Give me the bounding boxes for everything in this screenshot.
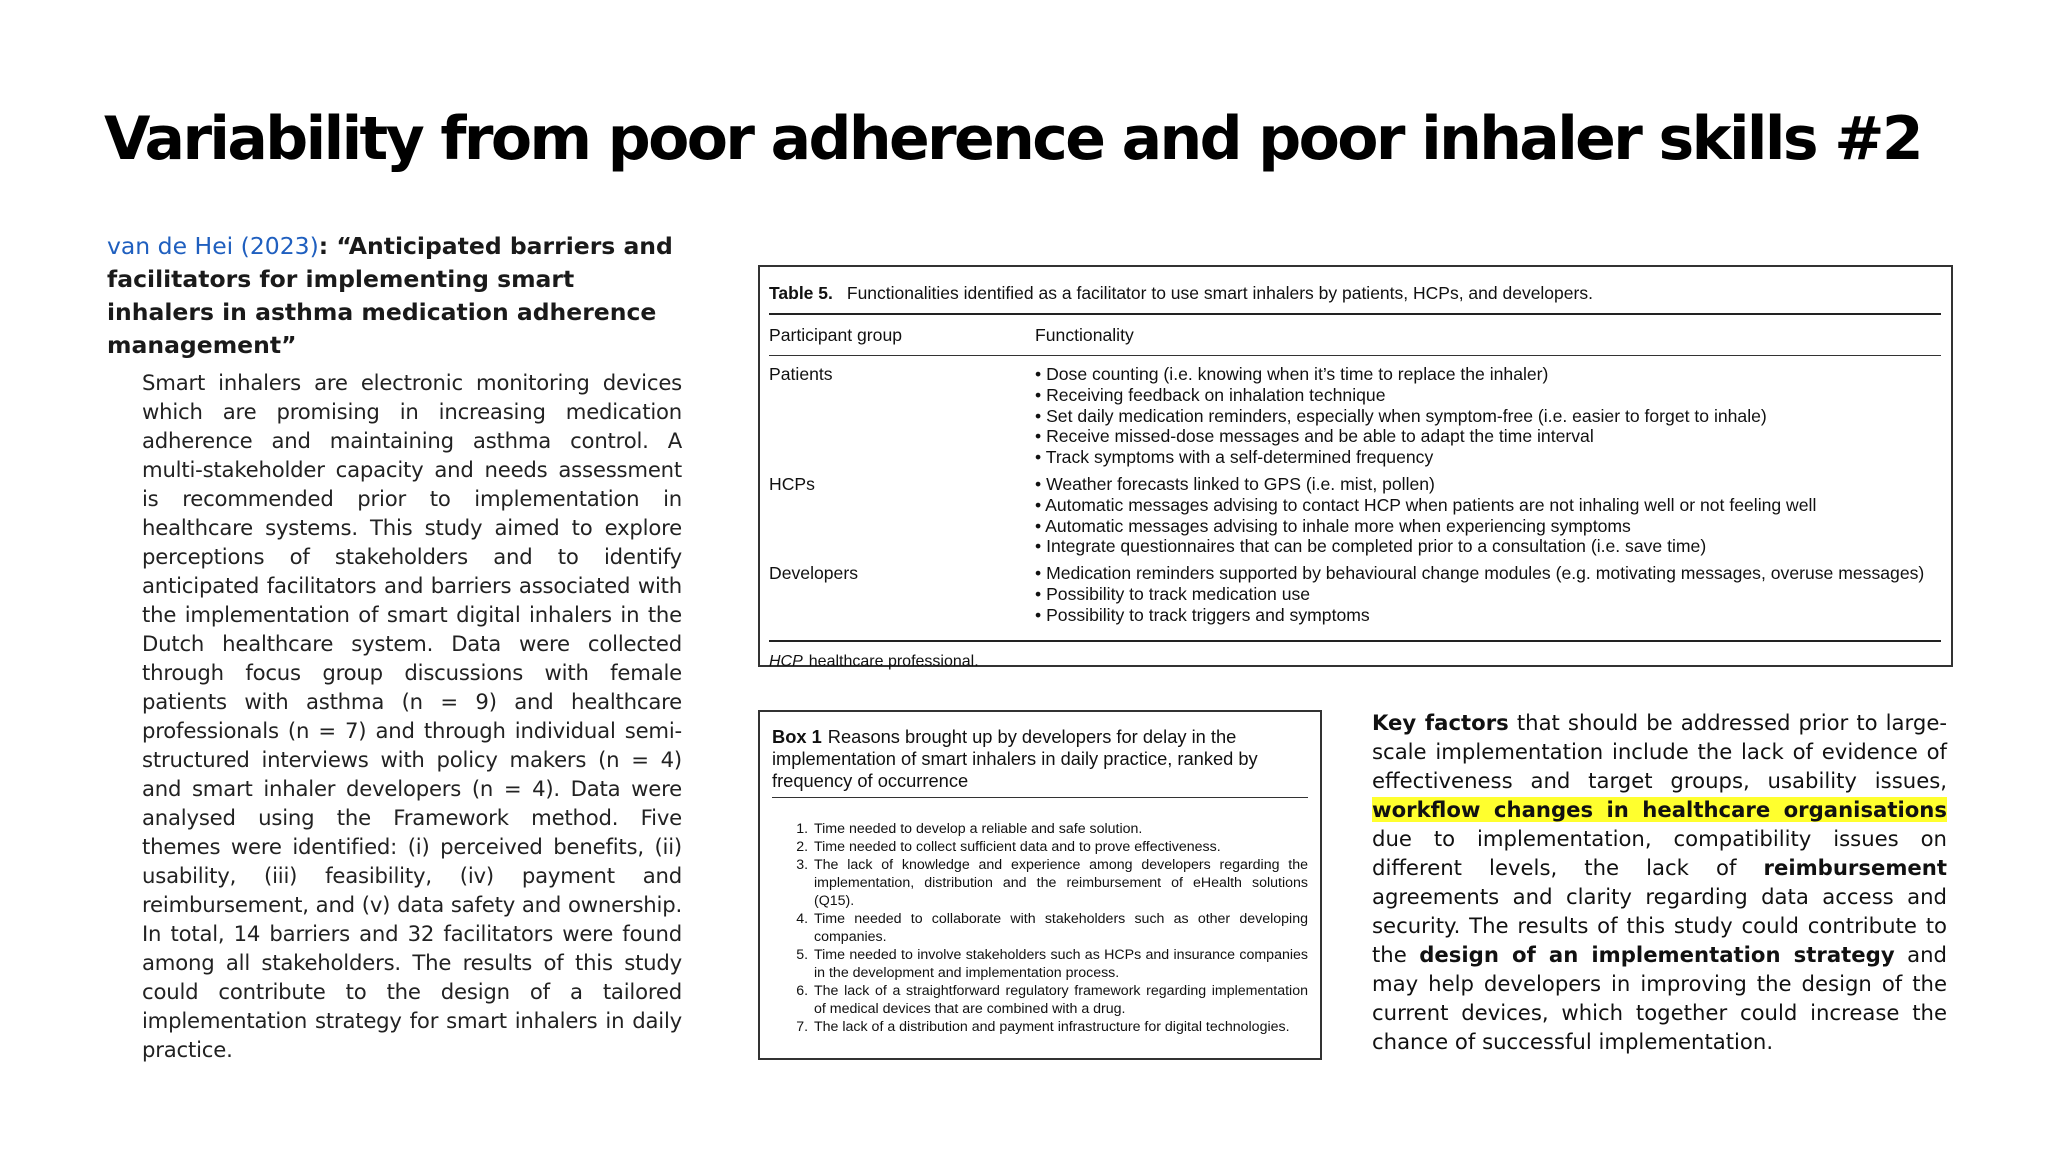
reason-item: 1. Time needed to develop a reliable and safe solution. [812, 820, 1308, 838]
citation-title: : “Anticipated barriers and facilitators for implementing smart inhalers in asthma medication adherence management” [107, 232, 673, 359]
key-factors-label: Key factors [1372, 710, 1509, 735]
key-factors-text [1372, 708, 1947, 1056]
bold-phrase-design: design of an implementation strategy [1419, 942, 1895, 967]
functionality-item: • Medication reminders supported by behavioural change modules (e.g. motivating messages, overuse messages) [1035, 563, 1941, 584]
reason-item: 2. Time needed to collect sufficient data and to prove effectiveness. [812, 838, 1308, 856]
table-cell-functionality [1035, 474, 1941, 557]
box-caption-text: Reasons brought up by developers for delay in the implementation of smart inhalers in daily practice, ranked by frequency of occurrence [772, 726, 1258, 791]
table-caption-text: Functionalities identified as a facilitator to use smart inhalers by patients, HCPs, and developers. [846, 283, 1593, 303]
functionality-item: • Automatic messages advising to contact HCP when patients are not inhaling well or not feeling well [1035, 495, 1941, 516]
abstract-text: Smart inhalers are electronic monitoring devices which are promising in increasing medication adherence and maintaining asthma control. A multi-stakeholder capacity and needs assessment is recommended prior to implementation in healthcare systems. This study aimed to explore perceptions of stakeholders and to identify anticipated facilitators and barriers associated with the implementation of smart digital inhalers in the Dutch healthcare system. Data were collected through focus group discussions with female patients with asthma (n = 9) and healthcare professionals (n = 7) and through individual semi-structured interviews with policy makers (n = 4) and smart inhaler developers (n = 4). Data were analysed using the Framework method. Five themes were identified: (i) perceived benefits, (ii) usability, (iii) feasibility, (iv) payment and reimbursement, and (v) data safety and ownership. In total, 14 barriers and 32 facilitators were found among all stakeholders. The results of this study could contribute to the design of a tailored implementation strategy for smart inhalers in daily practice. [142, 370, 682, 1062]
functionality-item: • Automatic messages advising to inhale more when experiencing symptoms [1035, 516, 1941, 537]
highlighted-phrase: workflow changes in healthcare organisations [1372, 797, 1947, 822]
reason-item: 4. Time needed to collaborate with stakeholders such as other developing companies. [812, 910, 1308, 946]
reason-item: 5. Time needed to involve stakeholders such as HCPs and insurance companies in the development and implementation process. [812, 946, 1308, 982]
box-label: Box 1 [772, 726, 822, 747]
functionality-item: • Receive missed-dose messages and be able to adapt the time interval [1035, 426, 1941, 447]
table-cell-functionality [1035, 364, 1941, 468]
table-header-functionality: Functionality [1035, 325, 1134, 345]
table-cell-functionality [1035, 563, 1941, 625]
table-caption [769, 275, 1941, 315]
citation [107, 230, 687, 362]
functionality-item: • Weather forecasts linked to GPS (i.e. mist, pollen) [1035, 474, 1941, 495]
functionality-item: • Set daily medication reminders, especially when symptom-free (i.e. easier to forget to inhale) [1035, 406, 1941, 427]
functionality-item: • Dose counting (i.e. knowing when it’s time to replace the inhaler) [1035, 364, 1941, 385]
table-footnote [769, 640, 1941, 671]
table-cell-group: Developers [769, 563, 858, 584]
box-reasons-list [772, 820, 1308, 1036]
table-header-participant-group: Participant group [769, 325, 903, 345]
footnote-text: healthcare professional. [808, 652, 979, 670]
table-row-hcps [769, 474, 1941, 557]
bold-phrase-reimbursement: reimbursement [1763, 855, 1947, 880]
functionality-item: • Possibility to track triggers and symptoms [1035, 605, 1941, 626]
functionality-item: • Receiving feedback on inhalation technique [1035, 385, 1941, 406]
key-factors-segment: due to implementation, compatibility issues on different levels, the lack of [1372, 826, 1947, 880]
table-header-row [769, 315, 1941, 356]
table-label: Table 5. [769, 283, 833, 303]
reason-item: 3. The lack of knowledge and experience among developers regarding the implementation, distribution and the reimbursement of eHealth solutions (Q15). [812, 856, 1308, 910]
table-5 [758, 265, 1953, 670]
table-row-patients [769, 356, 1941, 468]
functionality-item: • Track symptoms with a self-determined frequency [1035, 447, 1941, 468]
citation-link[interactable]: van de Hei (2023) [107, 232, 319, 260]
reason-item: 7. The lack of a distribution and payment infrastructure for digital technologies. [812, 1018, 1308, 1036]
box-caption [772, 718, 1308, 798]
box-1 [758, 710, 1322, 1060]
table-cell-group: HCPs [769, 473, 815, 494]
key-factors-segment: that should be addressed prior to large-scale implementation include the lack of evidence of effectiveness and target groups, usability issues, [1372, 710, 1948, 793]
slide-title: Variability from poor adherence and poor inhaler skills #2 [104, 104, 1922, 174]
functionality-item: • Integrate questionnaires that can be completed prior to a consultation (i.e. save time) [1035, 536, 1941, 557]
table-row-developers [769, 563, 1941, 625]
functionality-item: • Possibility to track medication use [1035, 584, 1941, 605]
reason-item: 6. The lack of a straightforward regulatory framework regarding implementation of medical devices that are combined with a drug. [812, 982, 1308, 1018]
key-factors-segment: agreements and clarity regarding data access and security. The results of this study could contribute to the [1372, 884, 1947, 967]
table-cell-group: Patients [769, 364, 833, 384]
footnote-abbreviation: HCP [769, 652, 803, 670]
key-factors-segment: and may help developers in improving the design of the current devices, which together could increase the chance of successful implementation. [1372, 942, 1947, 1054]
